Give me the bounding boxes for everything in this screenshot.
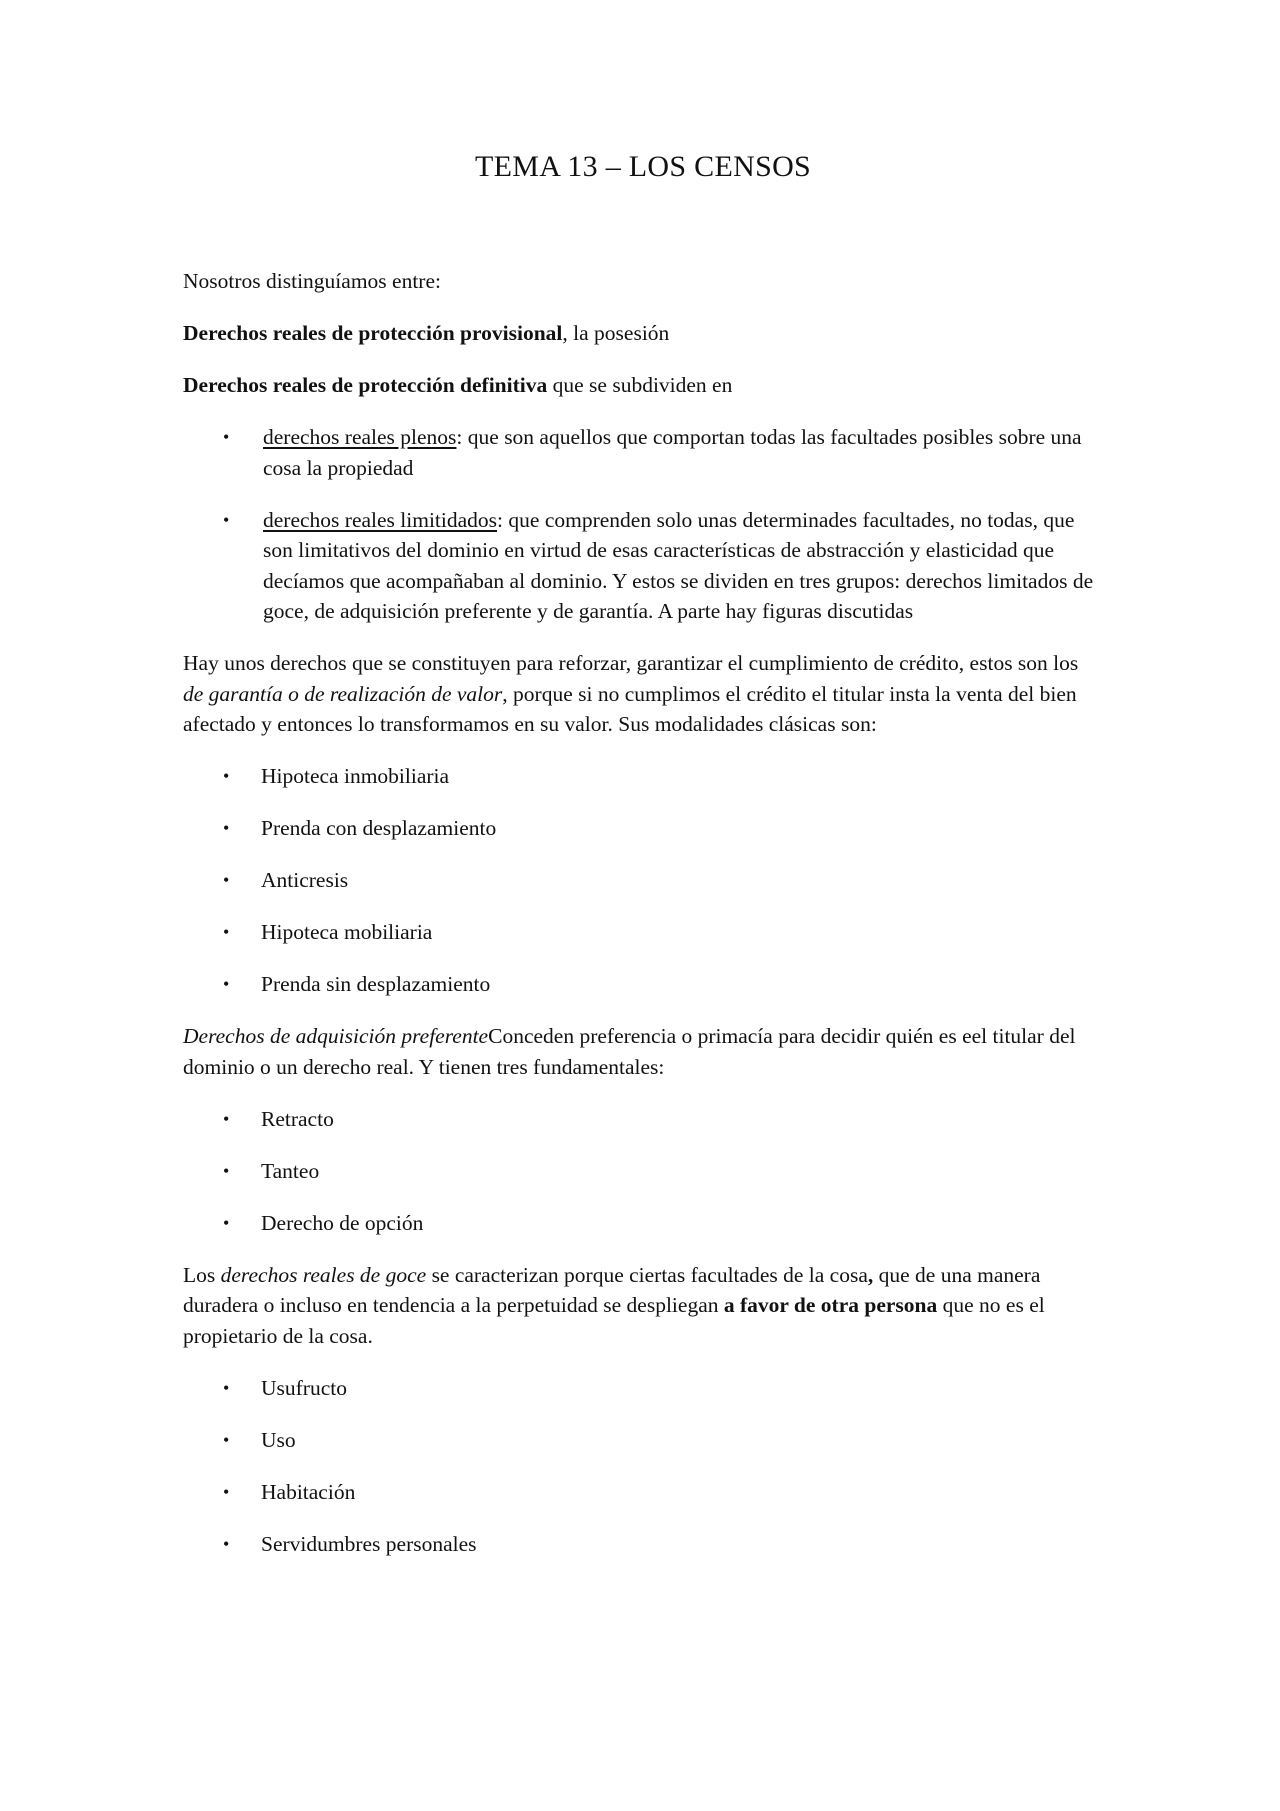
adquisicion-list bbox=[183, 1104, 1103, 1239]
term-text: : que son aquellos que comportan todas las facultades posibles sobre una cosa la propiedad bbox=[263, 425, 1082, 480]
list-item: • Prenda con desplazamiento bbox=[183, 813, 1103, 844]
garantia-paragraph bbox=[183, 648, 1103, 740]
list-item bbox=[183, 505, 1103, 627]
list-item: • Hipoteca mobiliaria bbox=[183, 917, 1103, 948]
adquisicion-paragraph bbox=[183, 1021, 1103, 1082]
term-label: derechos reales limitidados bbox=[263, 507, 498, 532]
goce-emphasis: a favor de otra persona bbox=[723, 1293, 938, 1317]
garantia-list bbox=[183, 761, 1103, 1000]
paragraph-text: que no es el propietario de la cosa. bbox=[183, 1293, 1045, 1348]
term-label: derechos reales plenos bbox=[263, 425, 457, 449]
list-item: • Anticresis bbox=[183, 865, 1103, 896]
list-item: • Tanteo bbox=[183, 1156, 1103, 1187]
adquisicion-term: Derechos de adquisición preferente bbox=[183, 1024, 489, 1048]
list-item: • Servidumbres personales bbox=[183, 1529, 1103, 1560]
page-title: TEMA 13 – LOS CENSOS bbox=[474, 150, 812, 183]
garantia-term: de garantía o de realización de valor bbox=[183, 681, 503, 706]
list-item: • Uso bbox=[183, 1425, 1103, 1456]
paragraph-text: Conceden preferencia o primacía para decidir quién es eel titular del dominio o un derecho real. Y tienen tres fundamentales: bbox=[183, 1024, 1076, 1079]
goce-term: derechos reales de goce bbox=[220, 1262, 427, 1287]
list-item bbox=[183, 422, 1103, 483]
definitiva-heading: Derechos reales de protección definitiva bbox=[183, 373, 548, 397]
paragraph-text: Hay unos derechos que se constituyen para reforzar, garantizar el cumplimiento de crédito, estos son los bbox=[183, 651, 1079, 675]
subdivision-list bbox=[183, 422, 1103, 627]
term-text: : que comprenden solo unas determinades facultades, no todas, que son limitativos del dominio en virtud de esas características de abstracción y elasticidad que decíamos que acompañaban al dominio. Y estos se dividen en tres grupos: derechos limitados de goce, de adquisición preferente y de garantía. A parte hay figuras discutidas bbox=[263, 507, 1094, 623]
list-item: • Usufructo bbox=[183, 1373, 1103, 1404]
bold-comma: , bbox=[867, 1262, 874, 1287]
goce-paragraph bbox=[183, 1260, 1103, 1352]
definitiva-paragraph bbox=[183, 370, 1103, 401]
document-body bbox=[183, 266, 1103, 1581]
list-item: • Habitación bbox=[183, 1477, 1103, 1508]
list-item: • Retracto bbox=[183, 1104, 1103, 1135]
provisional-paragraph bbox=[183, 318, 1103, 349]
list-item: • Derecho de opción bbox=[183, 1208, 1103, 1239]
list-item: • Hipoteca inmobiliaria bbox=[183, 761, 1103, 792]
provisional-heading: Derechos reales de protección provisional bbox=[183, 321, 563, 345]
list-item: • Prenda sin desplazamiento bbox=[183, 969, 1103, 1000]
intro-paragraph: Nosotros distinguíamos entre: bbox=[183, 269, 441, 293]
definitiva-text: que se subdividen en bbox=[547, 373, 733, 397]
paragraph-text: que de una manera duradera o incluso en tendencia a la perpetuidad se despliegan bbox=[183, 1262, 1041, 1317]
goce-list bbox=[183, 1373, 1103, 1560]
paragraph-text: Los bbox=[183, 1262, 221, 1287]
provisional-text: , la posesión bbox=[562, 321, 670, 345]
paragraph-text: , porque si no cumplimos el crédito el titular insta la venta del bien afectado y entonces lo transformamos en su valor. Sus modalidades clásicas son: bbox=[183, 681, 1077, 736]
paragraph-text: se caracterizan porque ciertas facultades de la cosa bbox=[426, 1262, 868, 1287]
